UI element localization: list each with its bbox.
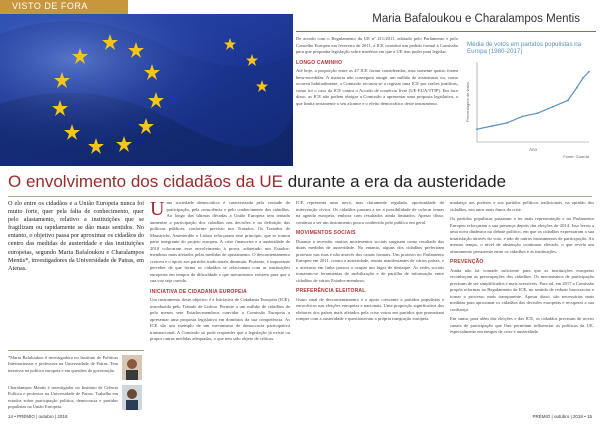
title-rule (8, 196, 592, 197)
chart-xlabel: Ano (528, 147, 538, 152)
avatar-maria (122, 355, 142, 380)
article-authors: Maria Bafaloukou e Charalampos Mentis (372, 13, 580, 25)
chart-series-line (477, 72, 589, 130)
folio-right: PRÉMIO | outubro | 2018 • 15 (532, 414, 592, 419)
chart-point (506, 122, 508, 124)
chart-point (537, 112, 539, 114)
chart-ylabel: Percentagem de votos (465, 81, 470, 123)
chart-point (491, 125, 493, 127)
chart-point (552, 106, 554, 108)
column-3 (296, 200, 444, 326)
chart-point (522, 116, 524, 118)
section-tab-label: VISTO DE FORA (12, 1, 88, 11)
author-bio-2: Charalampos Mentis é investigador no Instituto de Ciência Política e professor na Universidade de Patras. Trabalha em estudos sobre participação política, democracia e partidos populistas na União Europeia. (8, 385, 118, 409)
col4-end: Em suma, para além das eleições e das ICE, os cidadãos precisam de novos canais de participação que lhes permitam influenciar as políticas da UE, especialmente em tempos de crise e austeridade. (450, 316, 594, 334)
article-title (8, 172, 506, 192)
col4-prevencao: Ainda não há vontade suficiente para que as instituições europeias reconheçam as preocupações dos cidadãos. Os mecanismos de participação precisam de ser simplificados e mais acessíveis. Para tal, em 2017 a Comissão propôs reformas ao Regulamento da ICE, no sentido de reduzir burocracias e tornar o processo mais transparente. Apesar disso, são necessárias mais medidas para aproximar os cidadãos das decisões europeias e recuperar a sua confiança. (450, 267, 594, 312)
col2-body (150, 200, 290, 285)
header-rule (296, 31, 596, 32)
col4-body: Os partidos populistas passaram a ter mais representação e no Parlamento Europeu reforçaram a sua presença depois das eleições de 2014. Isso levou a uma nova dinâmica no debate político, em que os cidadãos expressaram a sua insatisfação através do voto, e não de outros instrumentos de participação. Ao mesmo tempo, o nível de abstenção continuou elevado, o que revela um afastamento persistente entre os cidadãos e as instituições. (450, 216, 594, 254)
folio-left: 14 • PRÉMIO | outubro | 2018 (8, 414, 68, 419)
col2-ice: Um instrumento deste objetivo é a Iniciativa de Cidadania Europeia (ICE), introduzida pelo Tratado de Lisboa. Permite a um milhão de cidadãos de pelo menos sete Estados-membros convidar a Comissão Europeia a apresentar uma proposta legislativa em domínios da sua competência. As ICE são um exemplo de um mecanismo de democracia participativa transnacional. A Comissão só pode responder que a legislação já existe ou propor outras medidas adequadas, o que tem sido objeto de críticas. (150, 297, 290, 341)
author-bio-1: *Maria Bafaloukou é investigadora no Instituto de Políticas Internacionais e professora na Universidade de Patras. Tem interesse na política europeia e em questões de governação. (8, 355, 118, 373)
column-4 (450, 200, 594, 339)
column-2 (150, 200, 290, 346)
col3-movimentos: Durante a recessão, muitos movimentos sociais surgiram como resultado das duras medidas de austeridade. No entanto, alguns dos cidadãos preferiram protestar nas ruas e não através dos canais formais. Um protesto no Parlamento Europeu em 2011, contra a austeridade, reuniu manifestantes de vários países, e o ativismo em linha passou a ocupar um lugar de destaque. As redes sociais tornaram-se ferramentas de mobilização e de partilha de informação entre cidadãos de vários Estados-membros. (296, 238, 444, 283)
lead-rule (8, 350, 144, 351)
article-lead: O elo entre os cidadãos e a União Europeia nunca foi muito forte, quer pela falta de conhecimento, quer pelo afastamento, relativo a instituições que se fragilizam ou rapidamente se dão maus sentidos. No entanto, o objetivo passa por aproximar os cidadãos do centro das medidas de austeridade e das instituições europeias, segundo Maria Bafaloukou e Charalampos Mentis*, investigadores da Universidade de Patras, em Atenas. (8, 200, 144, 272)
chart-source: Fonte: Guarda (563, 154, 589, 159)
subhead-movimentos: MOVIMENTOS SOCIAIS (296, 230, 356, 236)
chart-point (476, 128, 478, 130)
chart-title: Média de votos em partidos populistas na Europa (1980-2017) (467, 41, 582, 55)
eu-flag-photo (0, 14, 293, 166)
subhead-prevencao: PREVENÇÃO (450, 259, 484, 265)
avatar-charalampos (122, 385, 142, 410)
section-tab (0, 0, 128, 14)
title-part-1: O envolvimento dos cidadãos da UE (8, 172, 283, 191)
col2-body-text: ma sociedade democrática é caracterizada pela vontade de participação, pela consciência e pelo conhecimento dos cidadãos. Ao longo das últimas décadas a União Europeia tem tentado aumentar a participação dos cidadãos nas decisões e na definição das políticas públicas, conforme previsto nos Tratados. Os Tratados de Maastricht, Amesterdão e Lisboa reforçaram esse princípio, que se tornou parte integrante do projeto europeu. A crise financeira e a austeridade de 2010 colocaram esse envolvimento à prova, sobretudo nos Estados-membros mais afetados pelas medidas de ajustamento. O descontentamento cresceu e o apoio aos partidos tradicionais diminuiu. Portanto, é importante perceber de que forma os cidadãos se relacionam com as instituições europeias em tempos de dificuldade e que mecanismos existem para que a sua voz seja ouvida. (150, 200, 290, 283)
subhead-ice: INICIATIVA DE CIDADANIA EUROPEIA (150, 288, 247, 295)
drop-cap: U (150, 198, 165, 220)
col4-top: mudança aos poderes e aos partidos políticos tradicionais, na opinião dos cidadãos, nos anos mais duros da crise. (450, 200, 594, 212)
chart-point (567, 100, 569, 102)
chart-point (576, 87, 578, 89)
col3-eleitoral: Outro sinal de descontentamento é o apoio crescente a partidos populistas e eurocéticos nas eleições europeias e nacionais. Uma proporção significativa dos eleitores dos países mais afetados pela crise votou em partidos que prometiam romper com a austeridade e questionavam a própria integração europeia. (296, 296, 444, 321)
col3-body: ICE representa uma nova, mas claramente regulada, oportunidade de intervenção cívica. Os cidadãos passam a ter a possibilidade de colocar temas na agenda europeia, embora com resultados ainda limitados. Apesar disso, continua a ser um instrumento pouco conhecido pelo público em geral. (296, 200, 444, 225)
title-part-2: durante a era da austeridade (283, 172, 507, 191)
chart-point (582, 77, 584, 79)
chart-point (588, 71, 590, 73)
col3-longo-caminho: Até hoje, a proporção entre as 47 ICE foram consideradas, mas somente quatro foram bem-sucedidas. A maioria não conseguiu atingir um milhão de assinaturas ou, como ocorreu habitualmente, a Comissão recusou-se a registar uma ICE por razões jurídicas, como foi o caso da ICE contra o Acordo de comércio livre (UE-EUA/TTIP). Em face disso, as ICE não podem obrigar a Comissão a apresentar uma proposta legislativa, o que limita seriamente o seu alcance e o efeito democrático deste instrumento. (296, 68, 458, 106)
subhead-longo-caminho: LONGO CAMINHO (296, 59, 343, 66)
subhead-eleitoral: PREFERÊNCIA ELEITORAL (296, 288, 366, 294)
col3-intro: De acordo com o Regulamento da UE nº 211/2011, adotado pelo Parlamento e pelo Conselho Europeu em fevereiro de 2011, a ICE constitui um pedido formal à Comissão para que proponha legislação sobre matérias em que a UE tem poder para legislar. (296, 36, 458, 54)
populist-votes-chart (463, 56, 597, 162)
column-3-top (296, 36, 458, 110)
